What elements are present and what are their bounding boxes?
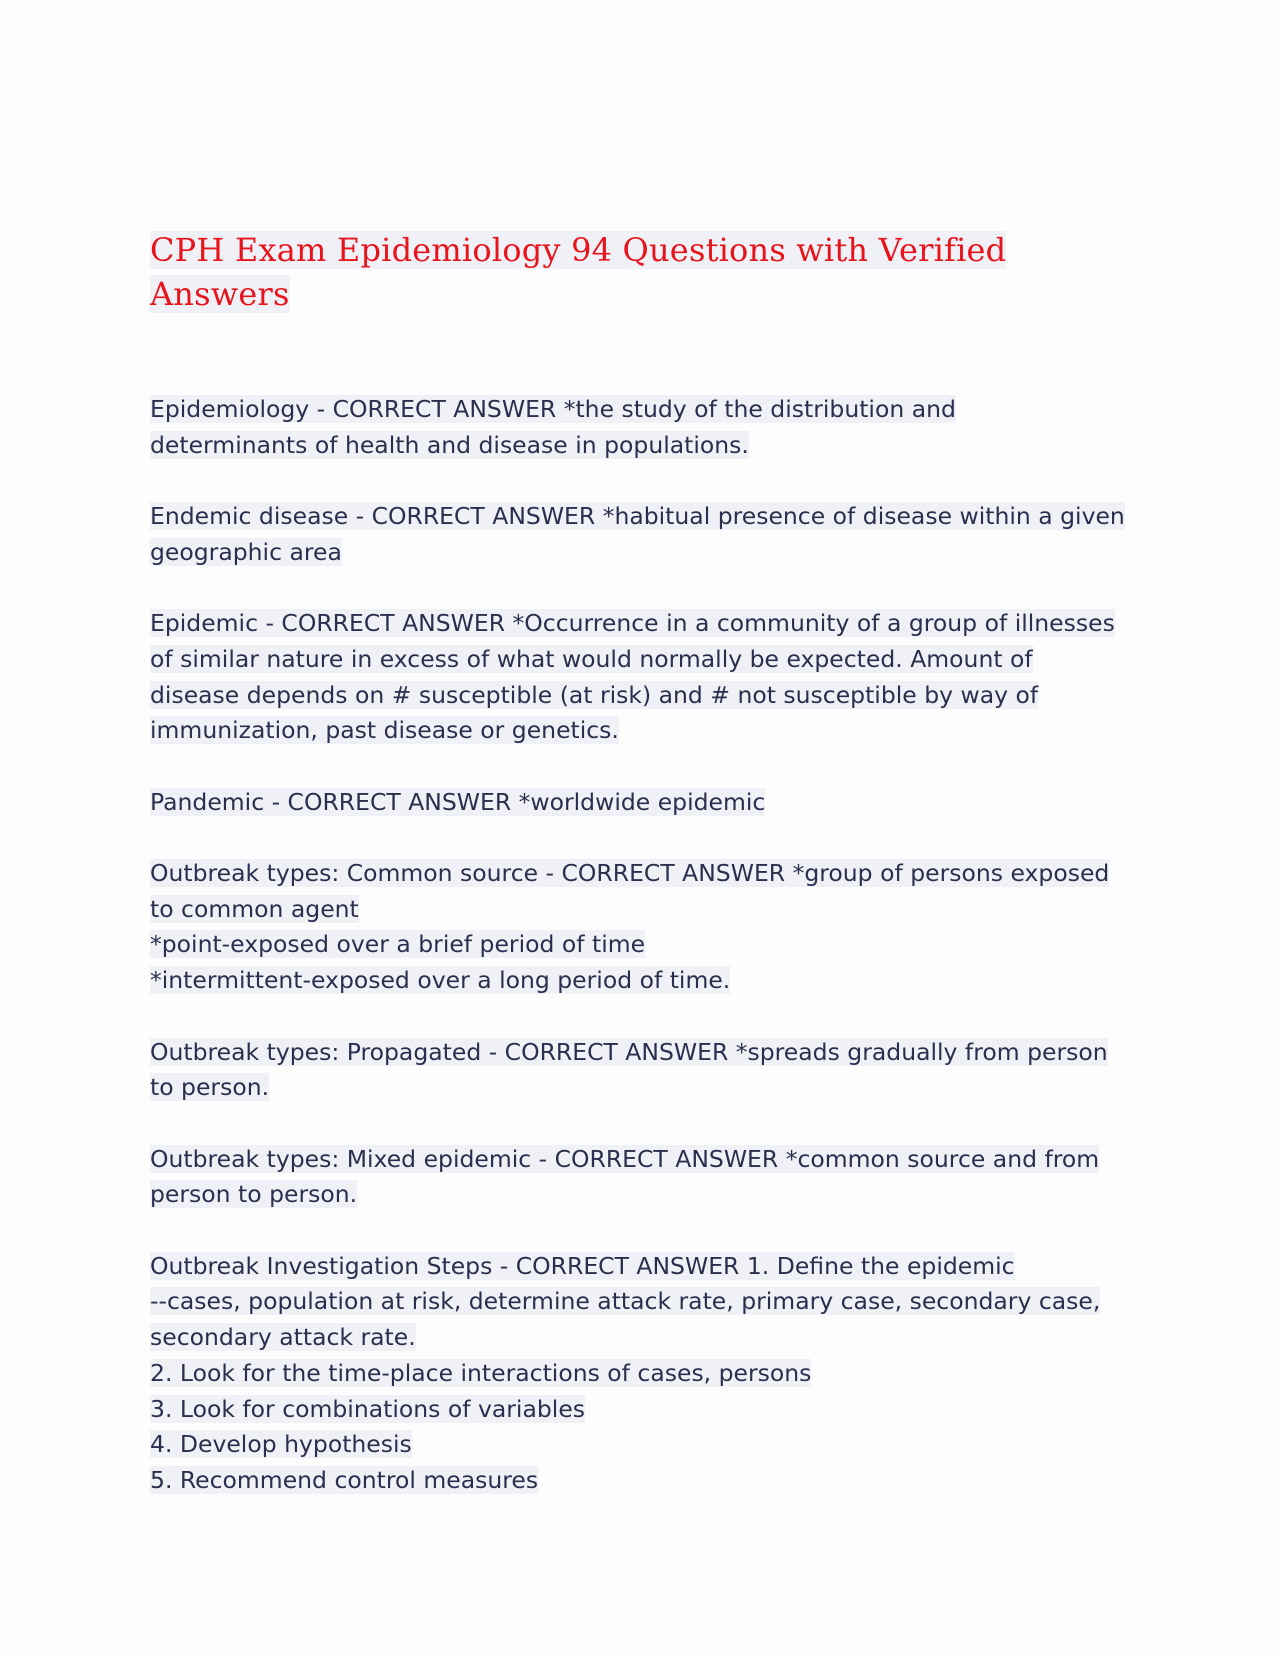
entry-line: Epidemic - CORRECT ANSWER *Occurrence in a community of a group of illnesses [150,609,1115,638]
entry-line: *intermittent-exposed over a long period of time. [150,966,731,995]
entry-line: to common agent [150,894,359,923]
entry-line: Outbreak Investigation Steps - CORRECT ANSWER 1. Define the epidemic [150,1251,1015,1280]
qa-entry-propagated [150,1035,1150,1106]
entry-line: disease depends on # susceptible (at risk) and # not susceptible by way of [150,680,1039,709]
entry-line: determinants of health and disease in populations. [150,430,749,459]
entry-line: Outbreak types: Mixed epidemic - CORRECT ANSWER *common source and from [150,1144,1100,1173]
entry-line: Endemic disease - CORRECT ANSWER *habitual presence of disease within a given [150,502,1125,531]
entry-line: 2. Look for the time-place interactions of cases, persons [150,1358,812,1387]
entry-line: of similar nature in excess of what would normally be expected. Amount of [150,644,1033,673]
entry-line: Outbreak types: Propagated - CORRECT ANSWER *spreads gradually from person [150,1037,1108,1066]
qa-entry-endemic-disease [150,499,1150,570]
entry-line: 5. Recommend control measures [150,1465,539,1494]
document-title-text: CPH Exam Epidemiology 94 Questions with Verified Answers [150,231,1007,313]
entry-line: person to person. [150,1180,358,1209]
qa-entry-investigation-steps [150,1249,1150,1499]
entry-line: geographic area [150,537,342,566]
entry-line: to person. [150,1073,270,1102]
entry-line: 4. Develop hypothesis [150,1430,412,1459]
qa-entry-epidemiology [150,392,1150,463]
entry-line: 3. Look for combinations of variables [150,1394,586,1423]
document-title [150,228,1150,316]
qa-entry-pandemic [150,785,1150,821]
entry-line: Epidemiology - CORRECT ANSWER *the study of the distribution and [150,395,956,423]
entry-line: secondary attack rate. [150,1323,416,1352]
entry-line: Pandemic - CORRECT ANSWER *worldwide epidemic [150,787,766,816]
qa-entry-mixed-epidemic [150,1142,1150,1213]
entry-line: Outbreak types: Common source - CORRECT ANSWER *group of persons exposed [150,859,1110,888]
entry-line: immunization, past disease or genetics. [150,716,619,745]
qa-entry-common-source [150,856,1150,999]
entry-line: *point-exposed over a brief period of time [150,930,646,959]
document-content [150,228,1150,1534]
qa-entry-epidemic [150,606,1150,749]
entry-line: --cases, population at risk, determine attack rate, primary case, secondary case, [150,1287,1101,1316]
